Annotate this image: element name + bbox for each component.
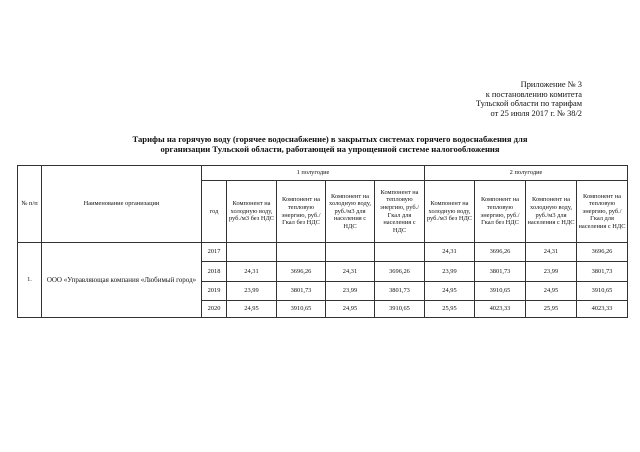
value-cell: 24,31 [425, 243, 475, 262]
appendix-block [476, 80, 582, 118]
value-cell [326, 243, 375, 262]
value-cell: 25,95 [425, 301, 475, 318]
value-cell: 3910,65 [577, 282, 628, 301]
header-number: № п/п [18, 166, 42, 243]
value-cell: 3801,73 [375, 282, 425, 301]
value-cell: 24,95 [326, 301, 375, 318]
value-cell: 3910,65 [375, 301, 425, 318]
tariff-table [17, 165, 628, 318]
header-period-2: 2 полугодие [425, 166, 628, 181]
value-cell: 3696,26 [475, 243, 526, 262]
value-cell [277, 243, 326, 262]
value-cell: 4023,33 [475, 301, 526, 318]
value-cell: 3696,26 [277, 262, 326, 282]
header-p1-cold-water: Компонент на холодную воду, руб./м3 без НДС [227, 181, 277, 243]
header-p1-cold-water-population: Компонент на холодную воду, руб./м3 для населения с НДС [326, 181, 375, 243]
value-cell: 3910,65 [475, 282, 526, 301]
year-cell: 2020 [202, 301, 227, 318]
year-cell: 2017 [202, 243, 227, 262]
year-cell: 2018 [202, 262, 227, 282]
value-cell: 3910,65 [277, 301, 326, 318]
value-cell: 24,95 [227, 301, 277, 318]
value-cell: 3696,26 [375, 262, 425, 282]
appendix-line: от 25 июля 2017 г. № 38/2 [490, 108, 582, 118]
header-p2-heat: Компонент на тепловую энергию, руб./Гкал без НДС [475, 181, 526, 243]
organization-name: ООО «Управляющая компания «Любимый город» [42, 243, 202, 318]
value-cell: 24,31 [526, 243, 577, 262]
header-period-1: 1 полугодие [202, 166, 425, 181]
header-p2-heat-population: Компонент на тепловую энергию, руб./Гкал для населения с НДС [577, 181, 628, 243]
year-cell: 2019 [202, 282, 227, 301]
value-cell [227, 243, 277, 262]
value-cell: 23,99 [326, 282, 375, 301]
value-cell: 23,99 [227, 282, 277, 301]
value-cell: 24,31 [227, 262, 277, 282]
value-cell: 23,99 [425, 262, 475, 282]
header-p1-heat-population: Компонент на тепловую энергию, руб./Гкал для населения с НДС [375, 181, 425, 243]
title-line: организации Тульской области, работающей на упрощенной системе налогообложения [160, 144, 500, 154]
value-cell: 24,31 [326, 262, 375, 282]
value-cell: 3801,73 [577, 262, 628, 282]
row-number: 1. [18, 243, 42, 318]
header-p1-heat: Компонент на тепловую энергию, руб./Гкал без НДС [277, 181, 326, 243]
value-cell: 3801,73 [277, 282, 326, 301]
header-organization: Наименование организации [42, 166, 202, 243]
header-year: год [202, 181, 227, 243]
value-cell: 3801,73 [475, 262, 526, 282]
table-row [18, 243, 628, 262]
appendix-line: Тульской области по тарифам [475, 99, 582, 109]
value-cell: 24,95 [425, 282, 475, 301]
value-cell: 23,99 [526, 262, 577, 282]
value-cell: 3696,26 [577, 243, 628, 262]
title-line: Тарифы на горячую воду (горячее водоснабжение) в закрытых системах горячего водоснабжения для [132, 134, 528, 144]
value-cell: 24,95 [526, 282, 577, 301]
appendix-line: к постановлению комитета [485, 89, 582, 99]
value-cell: 4023,33 [577, 301, 628, 318]
header-p2-cold-water-population: Компонент на холодную воду, руб./м3 для населения с НДС [526, 181, 577, 243]
header-p2-cold-water: Компонент на холодную воду, руб./м3 без НДС [425, 181, 475, 243]
value-cell: 25,95 [526, 301, 577, 318]
document-title [70, 134, 590, 154]
appendix-line: Приложение № 3 [520, 80, 582, 89]
value-cell [375, 243, 425, 262]
